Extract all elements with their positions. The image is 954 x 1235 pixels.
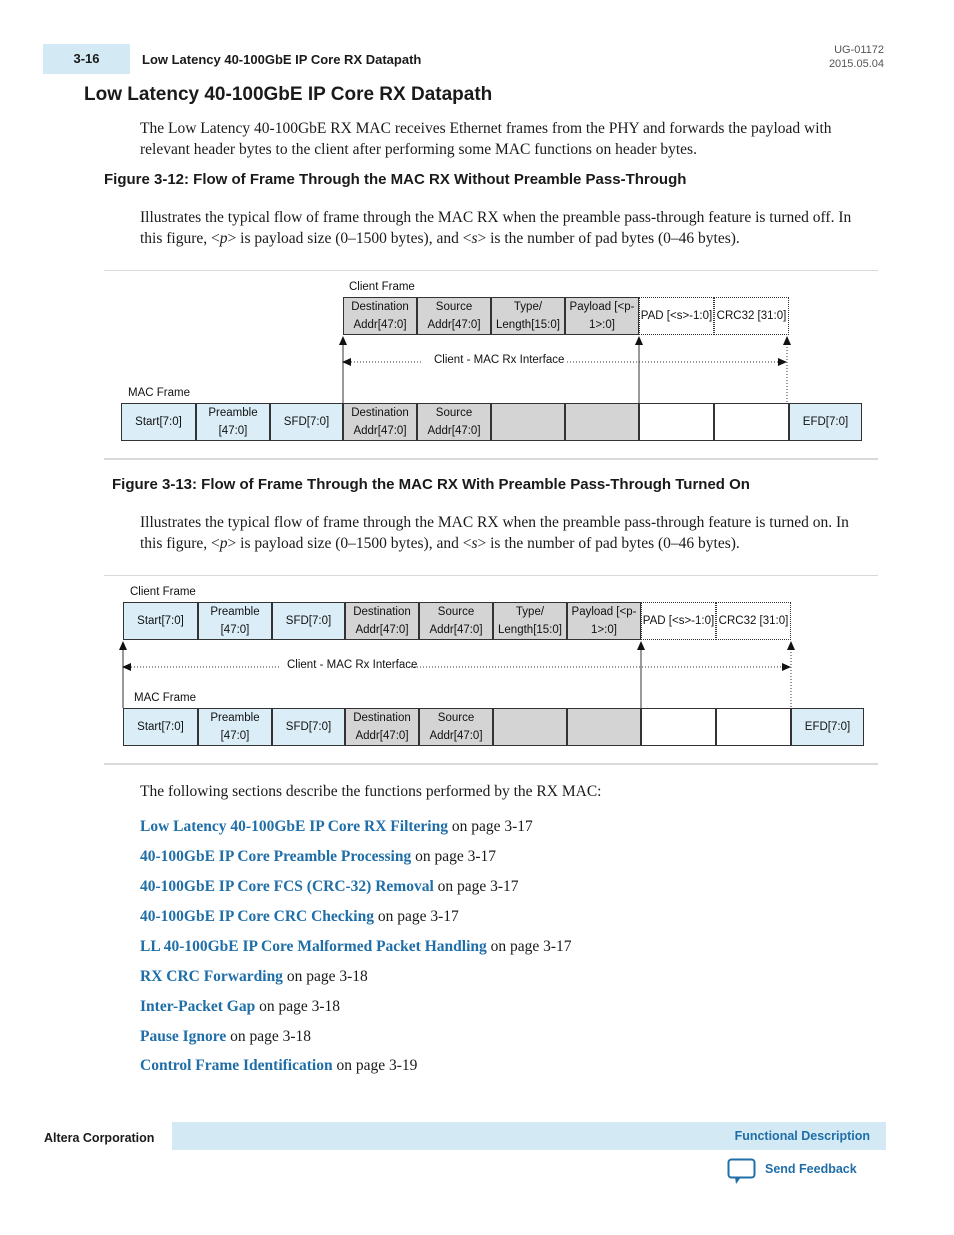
right-arrow-icon: [778, 358, 787, 366]
list-item: Control Frame Identification on page 3-19: [140, 1057, 418, 1074]
send-feedback-link[interactable]: Send Feedback: [765, 1162, 857, 1176]
figure1-title: Figure 3-12: Flow of Frame Through the MAC RX Without Preamble Pass-Through: [104, 171, 687, 188]
client-frame-label: Client Frame: [349, 281, 415, 293]
client-cell: Destination Addr[47:0]: [343, 297, 417, 335]
mac-cell: SFD[7:0]: [270, 403, 343, 441]
figure1-description: Illustrates the typical flow of frame through the MAC RX when the preamble pass-through feature is turned off. In this figure, <p> is payload size (0–1500 bytes), and <s> is the number of pad bytes (0–46 bytes).: [140, 209, 852, 247]
figure2-description: Illustrates the typical flow of frame through the MAC RX when the preamble pass-through feature is turned on. In this figure, <p> is payload size (0–1500 bytes), and <s> is the number of pad bytes (0–46 bytes).: [140, 514, 849, 552]
xref-link[interactable]: Pause Ignore: [140, 1028, 227, 1045]
mac-cell: [493, 708, 567, 746]
client-cell: Type/ Length[15:0]: [493, 602, 567, 640]
mac-cell: [567, 708, 641, 746]
running-title: Low Latency 40-100GbE IP Core RX Datapath: [142, 52, 422, 67]
footer-company: Altera Corporation: [44, 1131, 155, 1145]
figure1-top-rule: [104, 270, 878, 271]
interface-label: Client - MAC Rx Interface: [434, 354, 565, 366]
mac-cell: Preamble [47:0]: [198, 708, 272, 746]
xref-link[interactable]: 40-100GbE IP Core Preamble Processing: [140, 848, 412, 865]
mac-cell: Start[7:0]: [121, 403, 196, 441]
up-arrow-icon: [787, 641, 795, 650]
figure2-connectors: [115, 638, 802, 713]
mac-cell: [639, 403, 714, 441]
footer-section-link[interactable]: Functional Description: [734, 1129, 870, 1143]
mac-cell: [716, 708, 791, 746]
doc-id: UG-01172: [834, 44, 884, 56]
up-arrow-icon: [119, 641, 127, 650]
mac-cell: [565, 403, 639, 441]
interface-label: Client - MAC Rx Interface: [287, 659, 418, 671]
figure1-connectors: [335, 333, 800, 408]
client-cell-pad: PAD [<s>-1:0]: [641, 602, 716, 640]
list-item: 40-100GbE IP Core Preamble Processing on page 3-17: [140, 848, 497, 865]
doc-id-block: [829, 43, 884, 71]
mac-cell: Destination Addr[47:0]: [345, 708, 419, 746]
list-item: RX CRC Forwarding on page 3-18: [140, 968, 368, 985]
list-item: 40-100GbE IP Core CRC Checking on page 3-17: [140, 908, 459, 925]
mac-cell: Source Addr[47:0]: [417, 403, 491, 441]
figure1-bottom-rule: [104, 458, 878, 460]
list-item: LL 40-100GbE IP Core Malformed Packet Handling on page 3-17: [140, 938, 572, 955]
client-cell: Start[7:0]: [123, 602, 198, 640]
mac-cell: Destination Addr[47:0]: [343, 403, 417, 441]
client-cell-crc: CRC32 [31:0]: [714, 297, 789, 335]
mac-cell: EFD[7:0]: [791, 708, 864, 746]
list-item: Inter-Packet Gap on page 3-18: [140, 998, 341, 1015]
list-item: Pause Ignore on page 3-18: [140, 1028, 312, 1045]
up-arrow-icon: [783, 336, 791, 345]
xref-link[interactable]: 40-100GbE IP Core FCS (CRC-32) Removal: [140, 878, 434, 895]
client-frame-label: Client Frame: [130, 586, 196, 598]
client-cell: Type/ Length[15:0]: [491, 297, 565, 335]
mac-cell: [491, 403, 565, 441]
figure2-top-rule: [104, 575, 878, 576]
intro-paragraph: The Low Latency 40-100GbE RX MAC receives Ethernet frames from the PHY and forwards the payload with relevant header bytes to the client after performing some MAC functions on header bytes.: [140, 120, 832, 158]
up-arrow-icon: [339, 336, 347, 345]
xref-link[interactable]: LL 40-100GbE IP Core Malformed Packet Handling: [140, 938, 487, 955]
figure2-bottom-rule: [104, 763, 878, 765]
mac-cell: [641, 708, 716, 746]
up-arrow-icon: [637, 641, 645, 650]
mac-cell: Start[7:0]: [123, 708, 198, 746]
xref-link[interactable]: 40-100GbE IP Core CRC Checking: [140, 908, 374, 925]
mac-cell: Preamble [47:0]: [196, 403, 270, 441]
speech-bubble-icon[interactable]: [727, 1158, 757, 1186]
client-cell: Payload [<p-1>:0]: [565, 297, 639, 335]
mac-cell: [714, 403, 789, 441]
doc-date: 2015.05.04: [828, 58, 884, 70]
mac-frame-label: MAC Frame: [128, 387, 190, 399]
client-cell-pad: PAD [<s>-1:0]: [639, 297, 714, 335]
links-intro: The following sections describe the functions performed by the RX MAC:: [140, 783, 602, 800]
client-cell: SFD[7:0]: [272, 602, 345, 640]
client-cell-crc: CRC32 [31:0]: [716, 602, 791, 640]
xref-link[interactable]: Inter-Packet Gap: [140, 998, 256, 1015]
client-cell: Payload [<p-1>:0]: [567, 602, 641, 640]
client-cell: Source Addr[47:0]: [419, 602, 493, 640]
section-title: Low Latency 40-100GbE IP Core RX Datapath: [84, 84, 493, 105]
xref-link[interactable]: Control Frame Identification: [140, 1057, 333, 1074]
mac-frame-label: MAC Frame: [134, 692, 196, 704]
page-number: 3-16: [73, 51, 100, 66]
client-cell: Source Addr[47:0]: [417, 297, 491, 335]
figure2-title: Figure 3-13: Flow of Frame Through the MAC RX With Preamble Pass-Through Turned On: [112, 476, 750, 493]
client-cell: Preamble [47:0]: [198, 602, 272, 640]
mac-cell: SFD[7:0]: [272, 708, 345, 746]
mac-cell: EFD[7:0]: [789, 403, 862, 441]
right-arrow-icon: [782, 663, 791, 671]
mac-cell: Source Addr[47:0]: [419, 708, 493, 746]
client-cell: Destination Addr[47:0]: [345, 602, 419, 640]
xref-link[interactable]: RX CRC Forwarding: [140, 968, 283, 985]
up-arrow-icon: [635, 336, 643, 345]
xref-link[interactable]: Low Latency 40-100GbE IP Core RX Filtering: [140, 818, 448, 835]
list-item: Low Latency 40-100GbE IP Core RX Filtering on page 3-17: [140, 818, 533, 835]
list-item: 40-100GbE IP Core FCS (CRC-32) Removal on page 3-17: [140, 878, 519, 895]
